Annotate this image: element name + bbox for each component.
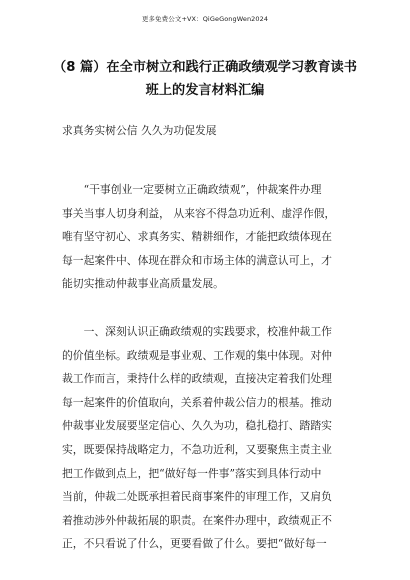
paragraph-line: 仲裁事业发展要坚定信心、久久为功，稳扎稳打、踏踏实 — [62, 419, 332, 433]
paragraph-line: 每一起案件中、体现在群众和市场主体的满意认可上，才 — [62, 253, 332, 267]
title-line-2: 班上的发言材料汇编 — [145, 83, 265, 98]
paragraph-line: 实，既要保持战略定力，不急功近利，又要聚焦主责主业 — [62, 442, 332, 456]
paragraph-line: 裁工作而言，秉持什么样的政绩观，直接决定着我们处理 — [62, 372, 332, 386]
header-note: 更多免费公文+VX：QiGeGongWen2024 — [141, 15, 269, 23]
paragraph-line: 把工作做到点上，把“做好每一件事”落实到具体行动中 — [62, 466, 322, 480]
paragraph-1 — [62, 178, 352, 296]
paragraph-line: 当前，仲裁二处既承担着民商事案件的审理工作，又肩负 — [62, 490, 332, 504]
paragraph-line: 的价值坐标。政绩观是事业观、工作观的集中体现。对仲 — [62, 348, 332, 362]
document-title — [44, 56, 366, 102]
paragraph-line: 每一起案件的价值取向，关系着仲裁公信力的根基。推动 — [62, 395, 332, 409]
paragraph-2 — [62, 320, 352, 556]
title-line-1: （8 篇）在全市树立和践行正确政绩观学习教育读书 — [53, 60, 357, 75]
paragraph-line: 事关当事人切身利益， 从来容不得急功近利、虚浮作假， — [62, 206, 336, 220]
paragraph-line: “干事创业一定要树立正确政绩观”，仲裁案件办理 — [62, 183, 322, 196]
document-subtitle: 求真务实树公信 久久为功促发展 — [62, 124, 217, 137]
paragraph-line: 能切实推动仲裁事业高质量发展。 — [62, 277, 224, 291]
paragraph-line: 正，不只看说了什么，更要看做了什么。要把“做好每一 — [62, 537, 327, 551]
paragraph-line: 着推动涉外仲裁拓展的职责。在案件办理中，政绩观正不 — [62, 513, 332, 527]
paragraph-line: 唯有坚守初心、求真务实、精耕细作，才能把政绩体现在 — [62, 230, 332, 244]
paragraph-line: 一、深刻认识正确政绩观的实践要求，校准仲裁工作 — [62, 325, 332, 338]
